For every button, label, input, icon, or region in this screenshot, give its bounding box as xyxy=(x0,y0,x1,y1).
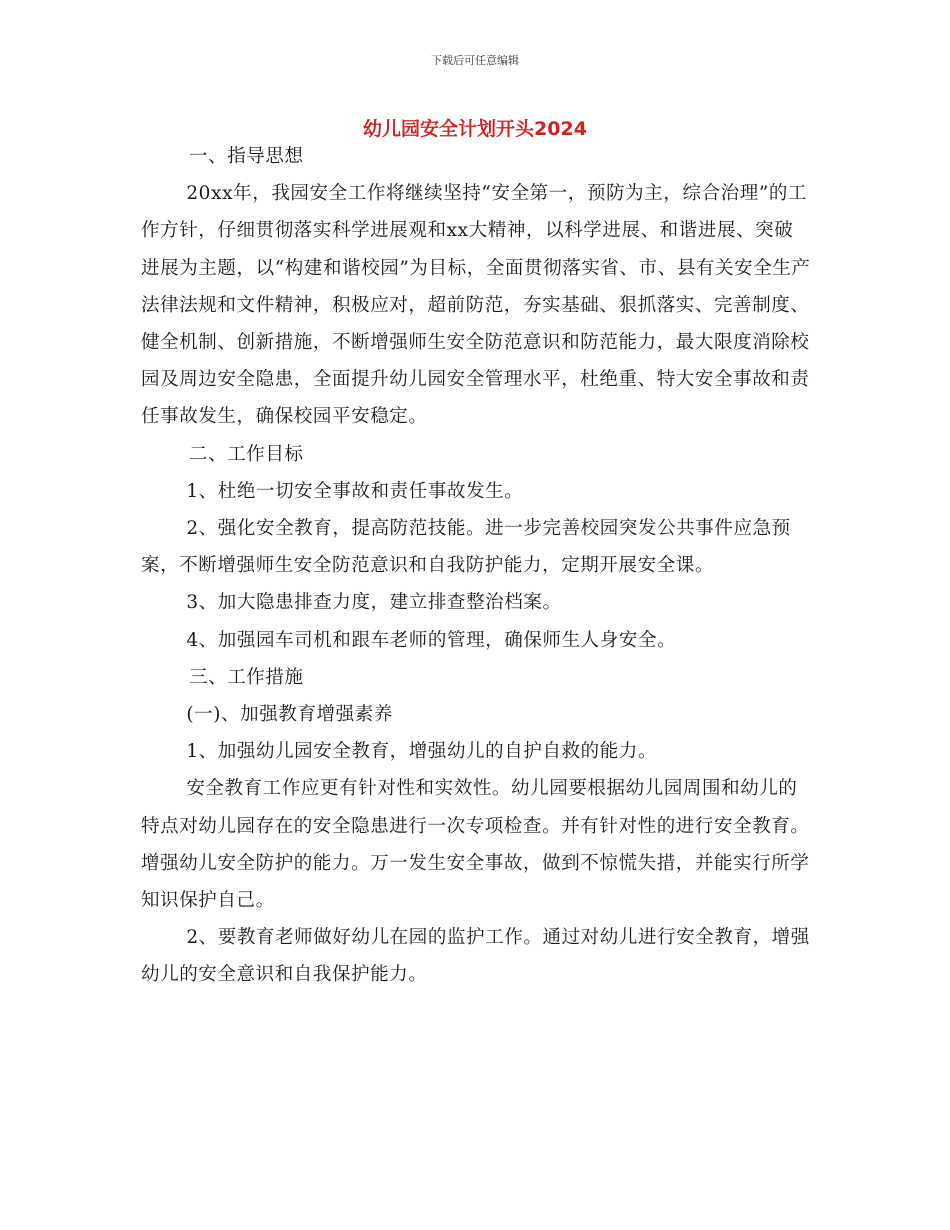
section-heading: 三、工作措施 xyxy=(189,666,304,688)
document-title: 幼儿园安全计划开头2024 xyxy=(363,118,587,140)
list-item: 2、强化安全教育，提高防范技能。进一步完善校园突发公共事件应急预案，不断增强师生安全防范意识和自我防护能力，定期开展安全课。 xyxy=(141,518,791,577)
list-item: 4、加强园车司机和跟车老师的管理，确保师生人身安全。 xyxy=(186,629,677,651)
body-paragraph: 20xx年，我园安全工作将继续坚持“安全第一，预防为主，综合治理”的工作方针，仔细贯彻落实科学进展观和xx大精神，以科学进展、和谐进展、突破进展为主题，以“构建和谐校园”为目标，全面贯彻落实省、市、县有关安全生产法律法规和文件精神，积极应对，超前防范，夯实基础、狠抓落实、完善制度、健全机制、创新措施，不断增强师生安全防范意识和防范能力，最大限度消除校园及周边安全隐患，全面提升幼儿园安全管理水平，杜绝重、特大安全事故和责任事故发生，确保校园平安稳定。 xyxy=(141,183,811,428)
list-item: 2、要教育老师做好幼儿在园的监护工作。通过对幼儿进行安全教育，增强幼儿的安全意识和自我保护能力。 xyxy=(141,927,810,986)
list-item: 3、加大隐患排查力度，建立排查整治档案。 xyxy=(186,592,562,614)
document-body xyxy=(141,138,811,994)
header-note: 下载后可任意编辑 xyxy=(431,54,519,67)
subsection-heading: (一)、加强教育增强素养 xyxy=(186,704,393,726)
list-item: 1、加强幼儿园安全教育，增强幼儿的自护自救的能力。 xyxy=(186,741,658,763)
body-paragraph: 安全教育工作应更有针对性和实效性。幼儿园要根据幼儿园周围和幼儿的特点对幼儿园存在的安全隐患进行一次专项检查。并有针对性的进行安全教育。增强幼儿安全防护的能力。万一发生安全事故，做到不惊慌失措，并能实行所学知识保护自己。 xyxy=(141,778,810,912)
section-heading: 二、工作目标 xyxy=(189,443,304,465)
list-item: 1、杜绝一切安全事故和责任事故发生。 xyxy=(186,480,524,502)
section-heading: 一、指导思想 xyxy=(189,146,304,167)
